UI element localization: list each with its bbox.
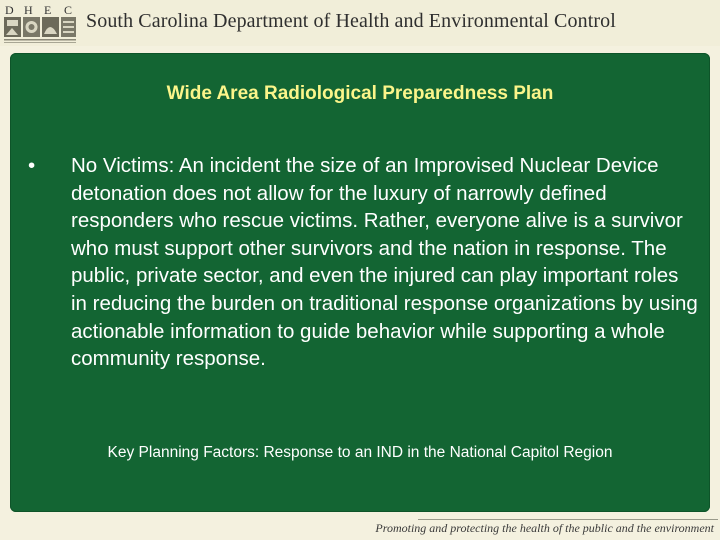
header-bar [0, 0, 720, 46]
source-reference: Key Planning Factors: Response to an IND in the National Capitol Region [107, 444, 613, 461]
dhec-logo [2, 2, 78, 44]
logo-letter-d: D [5, 3, 14, 17]
bullet-icon: • [28, 154, 36, 177]
footer-tagline: Promoting and protecting the health of the public and the environment [375, 521, 714, 535]
content-panel [10, 53, 710, 512]
footer-divider [418, 519, 718, 520]
bullet-text: No Victims: An incident the size of an Improvised Nuclear Device detonation does not allow for the luxury of narrowly defined responders who rescue victims. Rather, everyone alive is a survivor who must support other survivors and the nation in response. The public, private sector, and even the injured can play important roles in reducing the burden on traditional response organizations by using actionable information to guide behavior while supporting a whole community response. [71, 154, 698, 371]
slide-title: Wide Area Radiological Preparedness Plan [166, 83, 554, 104]
bullet-item [28, 152, 700, 373]
logo-letter-e: E [44, 3, 52, 17]
logo-letter-h: H [24, 3, 33, 17]
organization-name: South Carolina Department of Health and Environmental Control [86, 10, 616, 32]
logo-letter-c: C [64, 3, 73, 17]
